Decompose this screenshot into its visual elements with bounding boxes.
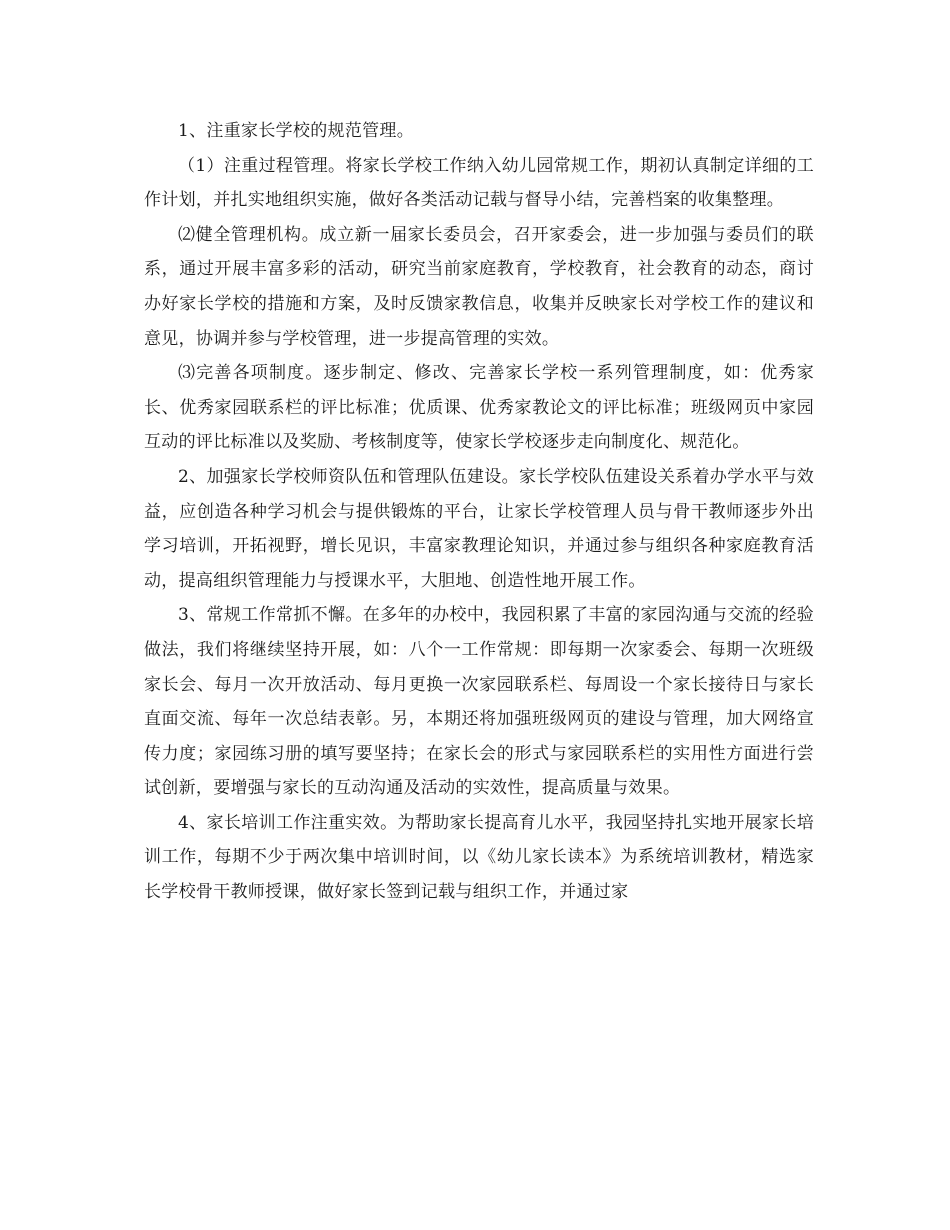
paragraph-management-structure: ⑵健全管理机构。成立新一届家长委员会，召开家委会，进一步加强与委员们的联系，通过开展丰富多彩的活动，研究当前家庭教育，学校教育，社会教育的动态，商讨办好家长学校的措施和方案，及时反馈家教信息，收集并反映家长对学校工作的建议和意见，协调并参与学校管理，进一步提高管理的实效。 bbox=[144, 224, 814, 349]
paragraph-process-management: （1）注重过程管理。将家长学校工作纳入幼儿园常规工作，期初认真制定详细的工作计划，并扎实地组织实施，做好各类活动记载与督导小结，完善档案的收集整理。 bbox=[144, 155, 814, 211]
document-body bbox=[144, 114, 814, 910]
paragraph-routine-work: 3、常规工作常抓不懈。在多年的办校中，我园积累了丰富的家园沟通与交流的经验做法，我们将继续坚持开展，如：八个一工作常规：即每期一次家委会、每期一次班级家长会、每月一次开放活动、每月更换一次家园联系栏、每周设一个家长接待日与家长直面交流、每年一次总结表彰。另，本期还将加强班级网页的建设与管理，加大网络宣传力度；家园练习册的填写要坚持；在家长会的形式与家园联系栏的实用性方面进行尝试创新，要增强与家长的互动沟通及活动的实效性，提高质量与效果。 bbox=[144, 605, 814, 799]
paragraph-teacher-team: 2、加强家长学校师资队伍和管理队伍建设。家长学校队伍建设关系着办学水平与效益，应创造各种学习机会与提供锻炼的平台，让家长学校管理人员与骨干教师逐步外出学习培训，开拓视野，增长见识，丰富家教理论知识，并通过参与组织各种家庭教育活动，提高组织管理能力与授课水平，大胆地、创造性地开展工作。 bbox=[144, 466, 814, 591]
paragraph-parent-training: 4、家长培训工作注重实效。为帮助家长提高育儿水平，我园坚持扎实地开展家长培训工作，每期不少于两次集中培训时间，以《幼儿家长读本》为系统培训教材，精选家长学校骨干教师授课，做好家长签到记载与组织工作，并通过家 bbox=[144, 812, 814, 903]
paragraph-1-heading: 1、注重家长学校的规范管理。 bbox=[178, 121, 415, 141]
paragraph-rules-system: ⑶完善各项制度。逐步制定、修改、完善家长学校一系列管理制度，如：优秀家长、优秀家园联系栏的评比标准；优质课、优秀家教论文的评比标准；班级网页中家园互动的评比标准以及奖励、考核制度等，使家长学校逐步走向制度化、规范化。 bbox=[144, 363, 814, 453]
